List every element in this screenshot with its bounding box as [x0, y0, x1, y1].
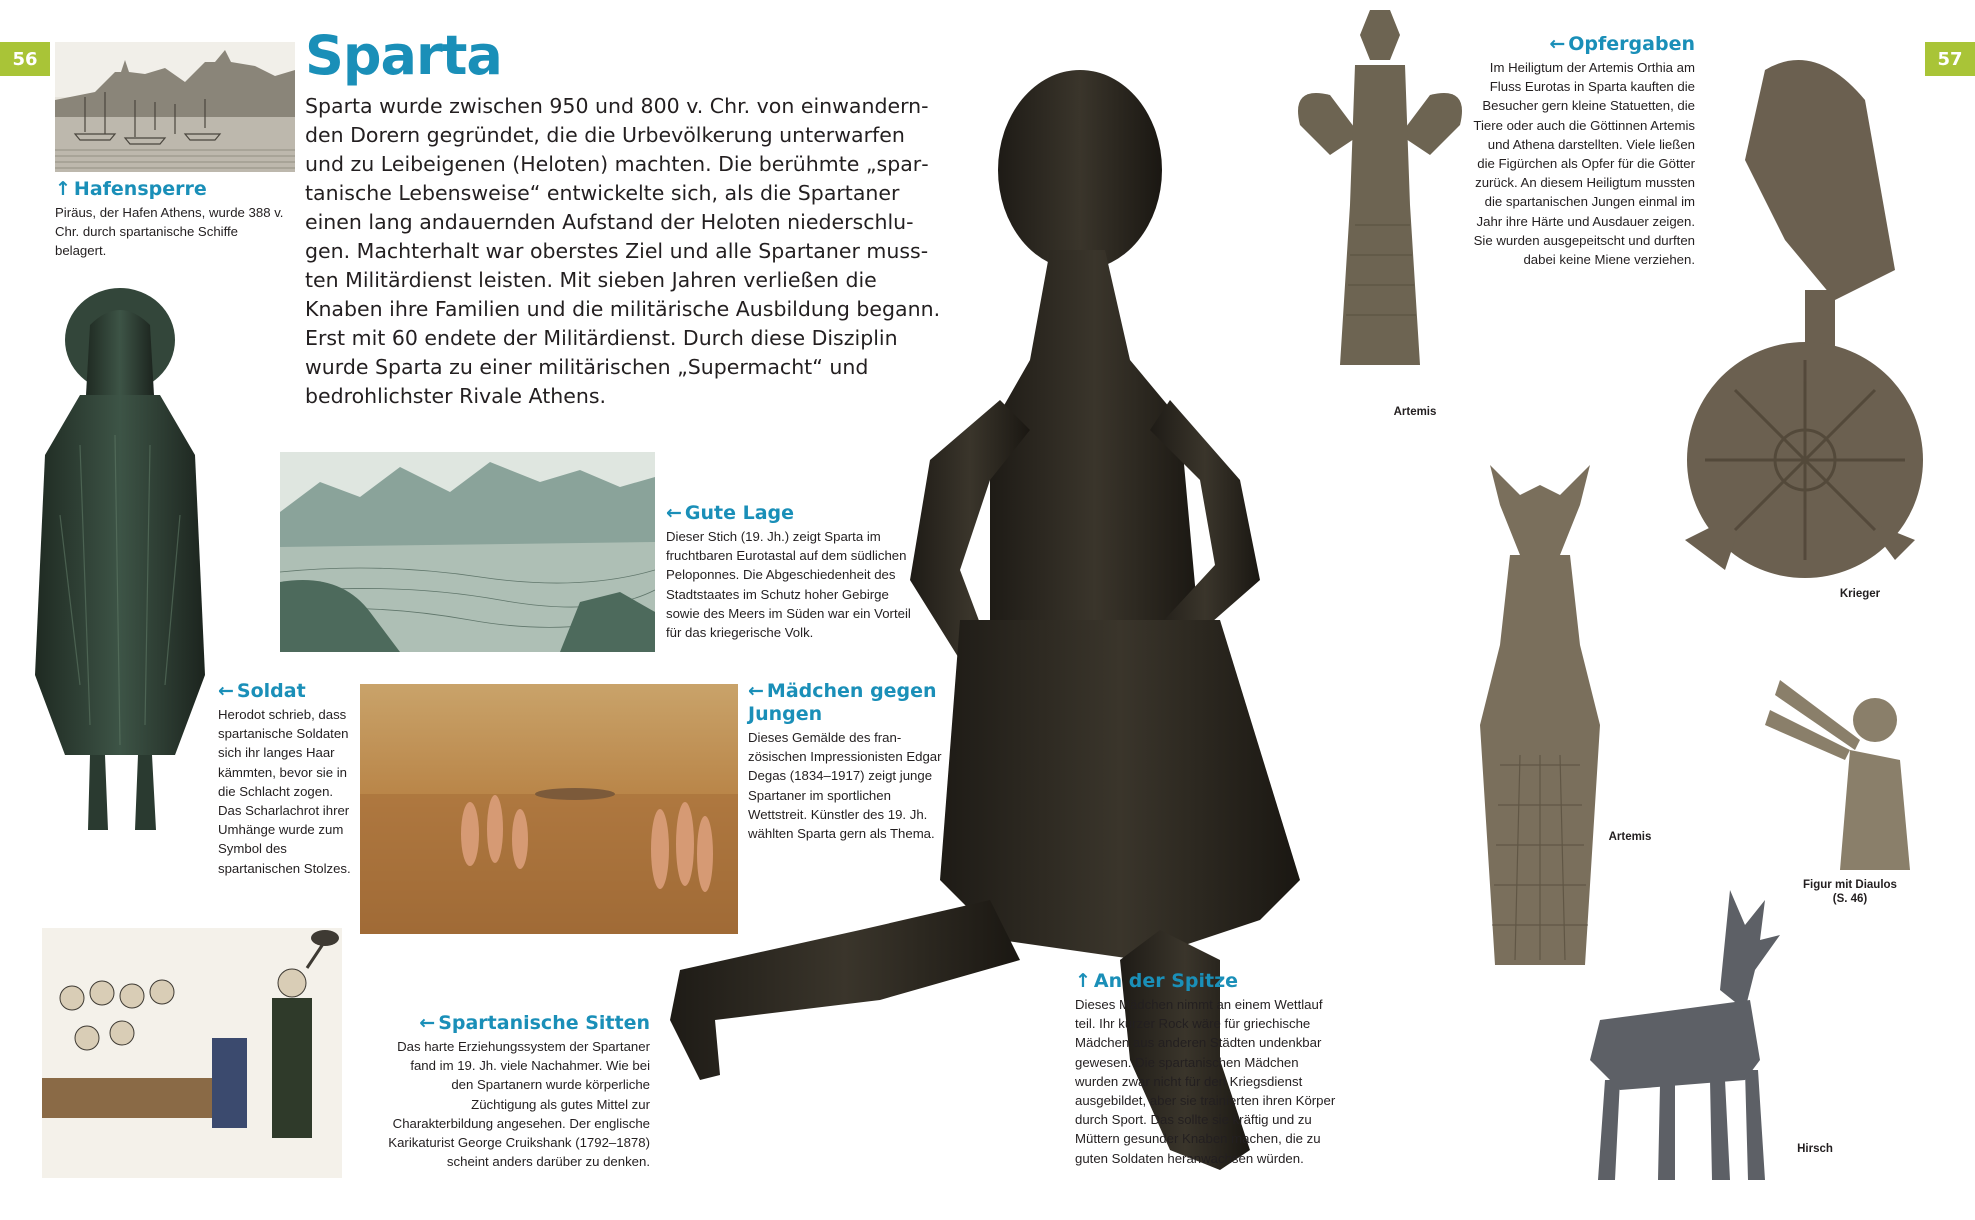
caption-heading: ← Gute Lage — [666, 502, 795, 524]
caption-heading: ↑ Hafensperre — [55, 178, 207, 200]
figure-label-artemis-mid: Artemis — [1608, 831, 1652, 843]
caption-text: Herodot schrieb, dass spartanische Soldaten sich ihr langes Haar kämmten, bevor sie in die Schlacht zogen. Das Scharlachrot ihrer Umhänge wurde zum Symbol des spartanischen Stolzes. — [218, 707, 351, 876]
arrow-left-icon: ← — [748, 680, 764, 702]
caption-text: Im Heiligtum der Artemis Orthia am Fluss Eurotas in Sparta kauften die Besucher gern kleine Statuetten, die Tiere oder auch die Göttinnen Artemis und Athena darstellten. Viele ließen die Figürchen als Opfer für die Götter zurück. An diesem Heiligtum mussten die spartanischen Jungen einmal im Jahr ihre Härte und Ausdauer zeigen. Sie wurden ausgepeitscht und durften dabei keine Miene verziehen. — [1473, 60, 1695, 268]
arrow-left-icon: ← — [666, 502, 682, 524]
caption-text: Dieses Gemälde des französischen Impressionisten Edgar Degas (1834–1917) zeigt junge Spartaner im sportlichen Wettstreit. Künstler des 19. Jh. wählten Sparta gern als Thema. — [748, 730, 942, 842]
arrow-up-icon: ↑ — [55, 178, 71, 200]
figure-label-artemis-top: Artemis — [1393, 406, 1437, 418]
figure-label-krieger: Krieger — [1839, 588, 1881, 600]
caption-heading: ← Soldat — [218, 680, 306, 702]
figure-label-hirsch: Hirsch — [1797, 1143, 1833, 1155]
page-number-left: 56 — [0, 42, 50, 76]
krieger-figurine — [1665, 40, 1930, 630]
diaulos-player-figurine — [1760, 680, 1920, 880]
figure-label-diaulos: Figur mit Diaulos (S. 46) — [1803, 879, 1897, 905]
hirsch-figurine — [1580, 880, 1810, 1190]
arrow-left-icon: ← — [218, 680, 234, 702]
page-title: Sparta — [305, 24, 502, 87]
arrow-left-icon: ← — [1549, 33, 1566, 55]
artemis-figurine-top — [1290, 5, 1470, 390]
sparta-landscape-engraving — [280, 452, 655, 652]
caption-heading: ← Opfergaben — [1549, 33, 1695, 55]
caption-text: Dieses Mädchen nimmt an einem Wettlauf teil. Ihr kurzer Rock wäre für griechische Mädchen aus anderen Städten undenkbar gewesen. Die spartanischen Mädchen wurden zwar nicht für den Kriegsdienst ausgebildet, aber sie trainierten ihren Körper durch Sport. Das sollte sie kräftig und zu Müttern gesunder Knaben machen, die zu guten Soldaten heranwachsen würden. — [1075, 997, 1336, 1166]
caption-heading: ↑ An der Spitze — [1075, 970, 1239, 992]
caption-text: Das harte Erziehungssystem der Spartaner fand im 19. Jh. viele Nachahmer. Wie bei den Spartanern wurde körperliche Züchtigung als gutes Mittel zur Charakterbildung angesehen. Der englische Karikaturist George Cruikshank (1792–1878) scheint anders darüber zu denken. — [388, 1039, 650, 1170]
caption-heading: ← Mädchen gegen Jungen — [748, 680, 937, 725]
arrow-up-icon: ↑ — [1075, 970, 1091, 992]
page-number-right: 57 — [1925, 42, 1975, 76]
harbour-engraving — [55, 42, 295, 172]
caption-text: Dieser Stich (19. Jh.) zeigt Sparta im fruchtbaren Eurotastal auf dem südlichen Peloponnes. Die Abgeschiedenheit des Stadtstaates im Schutz hoher Gebirge sowie des Meers im Süden war ein Vorteil für das kriegerische Volk. — [666, 529, 911, 641]
intro-paragraph: Sparta wurde zwischen 950 und 800 v. Chr. von einwandernden Dorern gegründet, die die Urbevölkerung unterwarfen und zu Leibeigenen (Heloten) machten. Die berühmte „spartanische Lebensweise“ entwickelte sich, als die Spartaner einen lang andauernden Aufstand der Heloten niederschlugen. Machterhalt war oberstes Ziel und alle Spartaner mussten Militärdienst leisten. Mit sieben Jahren verließen die Knaben ihre Familien und die militärische Ausbildung begann. Erst mit 60 endete der Militärdienst. Durch diese Disziplin wurde Sparta zu einer militärischen „Supermacht“ und bedrohlichster Rivale Athens. — [305, 94, 941, 408]
arrow-left-icon: ← — [419, 1012, 436, 1034]
caption-an-der-spitze — [1075, 970, 1340, 1168]
caption-soldat — [218, 680, 358, 878]
cruikshank-caricature — [42, 928, 342, 1178]
caption-heading: ← Spartanische Sitten — [419, 1012, 650, 1034]
caption-spartanische-sitten — [385, 1012, 650, 1171]
bronze-soldier-statue — [20, 285, 220, 855]
caption-hafensperre — [55, 178, 285, 261]
caption-opfergaben — [1470, 33, 1695, 269]
caption-text: Piräus, der Hafen Athens, wurde 388 v. Chr. durch spartanische Schiffe belagert. — [55, 205, 284, 259]
